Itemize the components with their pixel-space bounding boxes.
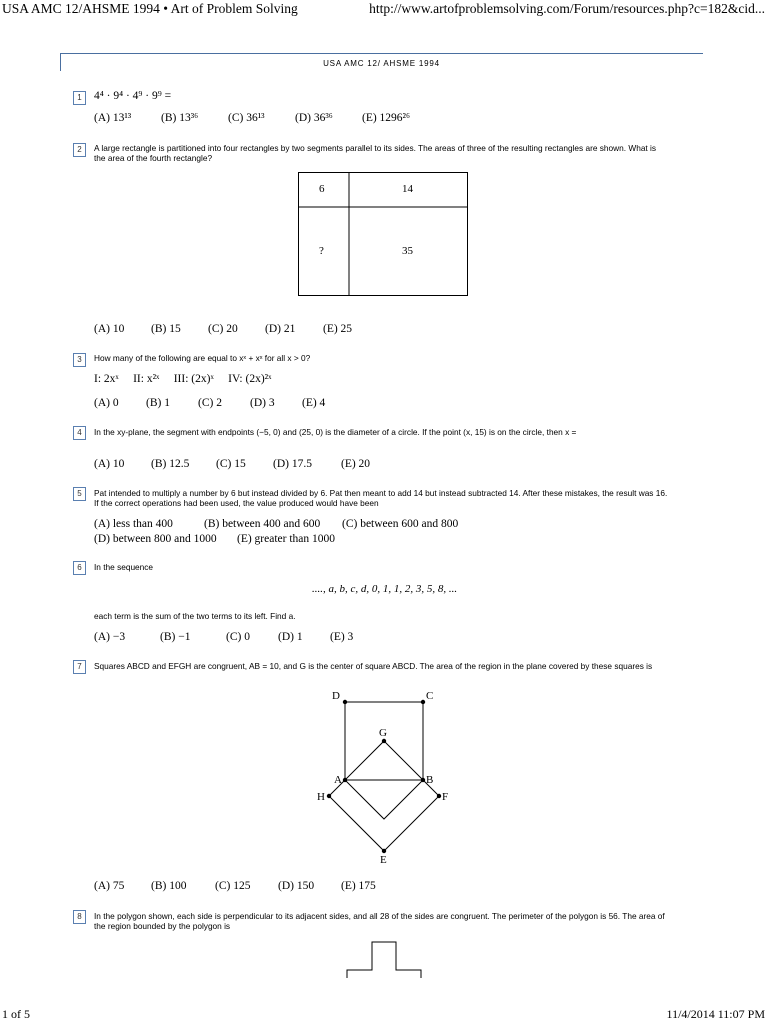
answer-choice: (C) 36¹³ bbox=[228, 112, 265, 124]
answer-choice: (B) 13³⁶ bbox=[161, 112, 199, 124]
page-number: 1 of 5 bbox=[2, 1007, 30, 1021]
print-timestamp: 11/4/2014 11:07 PM bbox=[666, 1007, 765, 1021]
problem-number[interactable]: 6 bbox=[73, 561, 86, 575]
area-label-top-left: 6 bbox=[319, 183, 325, 195]
answer-choice: (A) less than 400 bbox=[94, 518, 173, 530]
problem-number[interactable]: 8 bbox=[73, 910, 86, 924]
answer-choice: (A) 13¹³ bbox=[94, 112, 132, 124]
polygon-figure bbox=[345, 940, 425, 980]
answer-choice: (E) 175 bbox=[341, 880, 376, 892]
answer-choice: (E) 25 bbox=[323, 323, 353, 335]
problem-question-continued: each term is the sum of the two terms to its left. Find a. bbox=[94, 611, 296, 621]
area-label-bottom-right: 35 bbox=[402, 245, 413, 257]
top-divider bbox=[60, 53, 703, 54]
answer-choice: (A) −3 bbox=[94, 631, 126, 643]
problem-number[interactable]: 3 bbox=[73, 353, 86, 367]
answer-choice: (D) 1 bbox=[278, 631, 303, 643]
answer-choice: (C) 0 bbox=[226, 631, 250, 643]
document-title: USA AMC 12/ AHSME 1994 bbox=[323, 59, 440, 68]
problem-number[interactable]: 2 bbox=[73, 143, 86, 157]
vertex-g bbox=[382, 739, 386, 743]
label-b: B bbox=[426, 774, 434, 786]
problem-number[interactable]: 1 bbox=[73, 91, 86, 105]
browser-page-title: USA AMC 12/AHSME 1994 • Art of Problem Solving bbox=[2, 1, 298, 16]
answer-choice: (A) 0 bbox=[94, 397, 119, 409]
answer-choice: (B) −1 bbox=[160, 631, 191, 643]
answer-choice: (B) 15 bbox=[151, 323, 181, 335]
answer-choice: (D) 150 bbox=[278, 880, 315, 892]
problem-question: In the polygon shown, each side is perpendicular to its adjacent sides, and all 28 of the sides are congruent. The perimeter of the polygon is 56. The area of the region bounded by the polygon is bbox=[94, 911, 665, 931]
answer-choice: (E) 20 bbox=[341, 458, 371, 470]
vertex-h bbox=[327, 794, 331, 798]
squares-figure bbox=[310, 685, 460, 870]
expression-list: I: 2xˣ II: x²ˣ III: (2x)ˣ IV: (2x)²ˣ bbox=[94, 373, 272, 385]
vertex-c bbox=[421, 700, 425, 704]
problem-question: In the xy-plane, the segment with endpoints (−5, 0) and (25, 0) is the diameter of a circle. If the point (x, 15) is on the circle, then x = bbox=[94, 427, 577, 437]
area-label-bottom-left: ? bbox=[319, 245, 324, 257]
answer-choice: (D) 17.5 bbox=[273, 458, 312, 470]
answer-choice: (A) 10 bbox=[94, 323, 125, 335]
problem-question: In the sequence bbox=[94, 562, 154, 572]
answer-choice: (C) 20 bbox=[208, 323, 238, 335]
problem-question: Squares ABCD and EFGH are congruent, AB = 10, and G is the center of square ABCD. The area of the region in the plane covered by these squares is bbox=[94, 661, 653, 671]
vertex-a bbox=[343, 778, 347, 782]
problem-question: 4⁴ · 9⁴ · 4⁹ · 9⁹ = bbox=[94, 90, 172, 102]
sequence-display: ...., a, b, c, d, 0, 1, 1, 2, 3, 5, 8, ... bbox=[312, 583, 458, 595]
problem-question: Pat intended to multiply a number by 6 but instead divided by 6. Pat then meant to add 14 but instead subtracted 14. After these mistakes, the result was 16. If the correct operations had been used, the value produced would have been bbox=[94, 488, 668, 508]
answer-choice: (B) 1 bbox=[146, 397, 170, 409]
area-label-top-right: 14 bbox=[402, 183, 413, 195]
vertex-f bbox=[437, 794, 441, 798]
vertex-d bbox=[343, 700, 347, 704]
answer-choice: (E) 1296²⁶ bbox=[362, 112, 411, 124]
label-c: C bbox=[426, 690, 434, 702]
answer-choice: (B) 100 bbox=[151, 880, 187, 892]
answer-choice: (A) 75 bbox=[94, 880, 125, 892]
problem-number[interactable]: 7 bbox=[73, 660, 86, 674]
answer-choice: (D) 21 bbox=[265, 323, 296, 335]
answer-choice: (A) 10 bbox=[94, 458, 125, 470]
problem-number[interactable]: 5 bbox=[73, 487, 86, 501]
page-url: http://www.artofproblemsolving.com/Forum/resources.php?c=182&cid... bbox=[369, 1, 765, 16]
answer-choice: (B) 12.5 bbox=[151, 458, 190, 470]
label-d: D bbox=[332, 690, 340, 702]
answer-choice: (D) 36³⁶ bbox=[295, 112, 333, 124]
problem-question: A large rectangle is partitioned into four rectangles by two segments parallel to its sides. The areas of three of the resulting rectangles are shown. What is the area of the fourth rectangle? bbox=[94, 143, 657, 163]
vertex-e bbox=[382, 849, 386, 853]
answer-choice: (D) 3 bbox=[250, 397, 275, 409]
label-h: H bbox=[317, 791, 325, 803]
answer-choice: (E) 3 bbox=[330, 631, 354, 643]
answer-choice: (C) between 600 and 800 bbox=[342, 518, 459, 530]
label-e: E bbox=[380, 854, 387, 866]
answer-choice: (C) 125 bbox=[215, 880, 251, 892]
problem-question: How many of the following are equal to xˣ + xˣ for all x > 0? bbox=[94, 353, 311, 363]
answer-choice: (E) 4 bbox=[302, 397, 326, 409]
answer-choice: (C) 15 bbox=[216, 458, 246, 470]
vertex-b bbox=[421, 778, 425, 782]
label-a: A bbox=[334, 774, 342, 786]
answer-choice: (C) 2 bbox=[198, 397, 222, 409]
problem-number[interactable]: 4 bbox=[73, 426, 86, 440]
label-f: F bbox=[442, 791, 449, 803]
answer-choice: (D) between 800 and 1000 bbox=[94, 533, 217, 545]
answer-choice: (E) greater than 1000 bbox=[237, 533, 336, 545]
answer-choice: (B) between 400 and 600 bbox=[204, 518, 321, 530]
label-g: G bbox=[379, 727, 387, 739]
